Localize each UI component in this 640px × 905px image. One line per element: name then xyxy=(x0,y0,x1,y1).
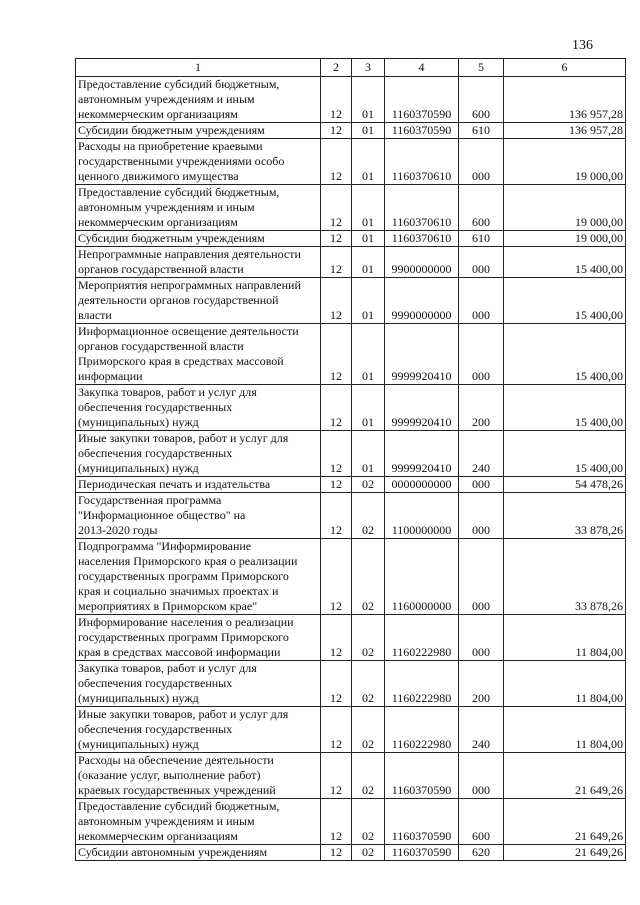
row-subsection-cell: 02 xyxy=(352,845,385,861)
table-row xyxy=(76,385,626,431)
row-target-article-cell: 1160370590 xyxy=(385,123,459,139)
row-section-cell: 12 xyxy=(321,539,352,615)
row-section-cell: 12 xyxy=(321,753,352,799)
row-name-cell: Мероприятия непрограммных направлений деятельности органов государственной власти xyxy=(76,278,321,324)
row-section-cell: 12 xyxy=(321,77,352,123)
row-target-article-cell: 1160370590 xyxy=(385,753,459,799)
table-row xyxy=(76,707,626,753)
row-subsection-cell: 01 xyxy=(352,324,385,385)
row-section-cell: 12 xyxy=(321,493,352,539)
table-row xyxy=(76,615,626,661)
row-name-cell: Субсидии бюджетным учреждениям xyxy=(76,231,321,247)
row-name-cell: Информационное освещение деятельности органов государственной власти Приморского края в средствах массовой информации xyxy=(76,324,321,385)
row-subsection-cell: 01 xyxy=(352,431,385,477)
row-target-article-cell: 9999920410 xyxy=(385,385,459,431)
row-section-cell: 12 xyxy=(321,385,352,431)
row-expense-type-cell: 600 xyxy=(459,799,504,845)
row-amount-cell: 15 400,00 xyxy=(504,278,626,324)
table-row xyxy=(76,278,626,324)
row-subsection-cell: 02 xyxy=(352,493,385,539)
row-subsection-cell: 01 xyxy=(352,247,385,278)
row-name-cell: Субсидии бюджетным учреждениям xyxy=(76,123,321,139)
table-row xyxy=(76,431,626,477)
row-section-cell: 12 xyxy=(321,477,352,493)
row-target-article-cell: 9999920410 xyxy=(385,324,459,385)
row-name-cell: Периодическая печать и издательства xyxy=(76,477,321,493)
row-expense-type-cell: 200 xyxy=(459,385,504,431)
row-name-cell: Государственная программа "Информационное общество" на 2013-2020 годы xyxy=(76,493,321,539)
row-amount-cell: 19 000,00 xyxy=(504,185,626,231)
table-row xyxy=(76,799,626,845)
row-target-article-cell: 1160370610 xyxy=(385,139,459,185)
row-name-cell: Предоставление субсидий бюджетным, автономным учреждениям и иным некоммерческим организациям xyxy=(76,77,321,123)
column-header: 1 xyxy=(76,59,321,77)
row-name-cell: Информирование населения о реализации государственных программ Приморского края в средствах массовой информации xyxy=(76,615,321,661)
table-row xyxy=(76,123,626,139)
row-subsection-cell: 01 xyxy=(352,231,385,247)
row-expense-type-cell: 240 xyxy=(459,431,504,477)
row-amount-cell: 19 000,00 xyxy=(504,231,626,247)
row-amount-cell: 11 804,00 xyxy=(504,661,626,707)
row-name-cell: Субсидии автономным учреждениям xyxy=(76,845,321,861)
row-section-cell: 12 xyxy=(321,278,352,324)
table-row xyxy=(76,77,626,123)
row-expense-type-cell: 000 xyxy=(459,477,504,493)
row-target-article-cell: 1160370590 xyxy=(385,799,459,845)
column-header: 6 xyxy=(504,59,626,77)
row-expense-type-cell: 600 xyxy=(459,185,504,231)
row-expense-type-cell: 200 xyxy=(459,661,504,707)
row-expense-type-cell: 000 xyxy=(459,753,504,799)
row-expense-type-cell: 620 xyxy=(459,845,504,861)
row-amount-cell: 15 400,00 xyxy=(504,431,626,477)
table-row xyxy=(76,753,626,799)
row-target-article-cell: 1100000000 xyxy=(385,493,459,539)
row-subsection-cell: 02 xyxy=(352,661,385,707)
row-subsection-cell: 02 xyxy=(352,539,385,615)
row-name-cell: Закупка товаров, работ и услуг для обеспечения государственных (муниципальных) нужд xyxy=(76,385,321,431)
row-section-cell: 12 xyxy=(321,185,352,231)
row-amount-cell: 21 649,26 xyxy=(504,799,626,845)
row-section-cell: 12 xyxy=(321,799,352,845)
row-target-article-cell: 1160000000 xyxy=(385,539,459,615)
row-amount-cell: 136 957,28 xyxy=(504,77,626,123)
row-target-article-cell: 9990000000 xyxy=(385,278,459,324)
row-name-cell: Иные закупки товаров, работ и услуг для обеспечения государственных (муниципальных) нужд xyxy=(76,707,321,753)
row-amount-cell: 33 878,26 xyxy=(504,493,626,539)
row-amount-cell: 15 400,00 xyxy=(504,247,626,278)
row-target-article-cell: 1160222980 xyxy=(385,707,459,753)
table-row xyxy=(76,493,626,539)
row-target-article-cell: 1160222980 xyxy=(385,615,459,661)
row-name-cell: Закупка товаров, работ и услуг для обеспечения государственных (муниципальных) нужд xyxy=(76,661,321,707)
row-expense-type-cell: 610 xyxy=(459,123,504,139)
row-amount-cell: 136 957,28 xyxy=(504,123,626,139)
column-header: 3 xyxy=(352,59,385,77)
table-row xyxy=(76,324,626,385)
row-section-cell: 12 xyxy=(321,123,352,139)
row-amount-cell: 15 400,00 xyxy=(504,324,626,385)
row-section-cell: 12 xyxy=(321,661,352,707)
row-expense-type-cell: 000 xyxy=(459,139,504,185)
row-subsection-cell: 01 xyxy=(352,77,385,123)
row-expense-type-cell: 000 xyxy=(459,278,504,324)
table-row xyxy=(76,247,626,278)
row-target-article-cell: 1160370590 xyxy=(385,77,459,123)
row-section-cell: 12 xyxy=(321,324,352,385)
row-subsection-cell: 01 xyxy=(352,123,385,139)
row-amount-cell: 19 000,00 xyxy=(504,139,626,185)
column-header: 2 xyxy=(321,59,352,77)
table-header-row xyxy=(76,59,626,77)
row-target-article-cell: 1160370610 xyxy=(385,231,459,247)
row-subsection-cell: 02 xyxy=(352,707,385,753)
row-subsection-cell: 02 xyxy=(352,477,385,493)
row-amount-cell: 15 400,00 xyxy=(504,385,626,431)
row-section-cell: 12 xyxy=(321,139,352,185)
table-row xyxy=(76,539,626,615)
row-target-article-cell: 1160222980 xyxy=(385,661,459,707)
row-expense-type-cell: 000 xyxy=(459,247,504,278)
row-amount-cell: 21 649,26 xyxy=(504,845,626,861)
row-section-cell: 12 xyxy=(321,845,352,861)
row-name-cell: Расходы на приобретение краевыми государственными учреждениями особо ценного движимого имущества xyxy=(76,139,321,185)
row-target-article-cell: 1160370610 xyxy=(385,185,459,231)
table-row xyxy=(76,477,626,493)
table-row xyxy=(76,185,626,231)
row-subsection-cell: 02 xyxy=(352,799,385,845)
row-expense-type-cell: 000 xyxy=(459,615,504,661)
row-expense-type-cell: 600 xyxy=(459,77,504,123)
table-row xyxy=(76,661,626,707)
row-subsection-cell: 01 xyxy=(352,278,385,324)
row-name-cell: Предоставление субсидий бюджетным, автономным учреждениям и иным некоммерческим организациям xyxy=(76,185,321,231)
row-target-article-cell: 1160370590 xyxy=(385,845,459,861)
row-target-article-cell: 9900000000 xyxy=(385,247,459,278)
row-expense-type-cell: 610 xyxy=(459,231,504,247)
row-subsection-cell: 01 xyxy=(352,185,385,231)
column-header: 5 xyxy=(459,59,504,77)
table-row xyxy=(76,845,626,861)
row-amount-cell: 54 478,26 xyxy=(504,477,626,493)
page-number: 136 xyxy=(572,38,593,53)
row-subsection-cell: 01 xyxy=(352,385,385,431)
row-name-cell: Предоставление субсидий бюджетным, автономным учреждениям и иным некоммерческим организациям xyxy=(76,799,321,845)
row-section-cell: 12 xyxy=(321,707,352,753)
row-target-article-cell: 0000000000 xyxy=(385,477,459,493)
row-target-article-cell: 9999920410 xyxy=(385,431,459,477)
row-amount-cell: 11 804,00 xyxy=(504,707,626,753)
table-body xyxy=(76,77,626,861)
row-name-cell: Непрограммные направления деятельности органов государственной власти xyxy=(76,247,321,278)
row-expense-type-cell: 240 xyxy=(459,707,504,753)
row-subsection-cell: 02 xyxy=(352,615,385,661)
row-name-cell: Иные закупки товаров, работ и услуг для обеспечения государственных (муниципальных) нужд xyxy=(76,431,321,477)
row-section-cell: 12 xyxy=(321,247,352,278)
row-subsection-cell: 02 xyxy=(352,753,385,799)
row-expense-type-cell: 000 xyxy=(459,539,504,615)
row-section-cell: 12 xyxy=(321,431,352,477)
budget-table xyxy=(75,58,626,861)
row-expense-type-cell: 000 xyxy=(459,324,504,385)
table-row xyxy=(76,231,626,247)
column-header: 4 xyxy=(385,59,459,77)
table-row xyxy=(76,139,626,185)
row-section-cell: 12 xyxy=(321,231,352,247)
row-expense-type-cell: 000 xyxy=(459,493,504,539)
row-amount-cell: 33 878,26 xyxy=(504,539,626,615)
row-amount-cell: 11 804,00 xyxy=(504,615,626,661)
row-name-cell: Расходы на обеспечение деятельности (оказание услуг, выполнение работ) краевых государственных учреждений xyxy=(76,753,321,799)
row-section-cell: 12 xyxy=(321,615,352,661)
row-name-cell: Подпрограмма "Информирование населения Приморского края о реализации государственных программ Приморского края и социально значимых проектах и мероприятиях в Приморском крае" xyxy=(76,539,321,615)
row-amount-cell: 21 649,26 xyxy=(504,753,626,799)
row-subsection-cell: 01 xyxy=(352,139,385,185)
